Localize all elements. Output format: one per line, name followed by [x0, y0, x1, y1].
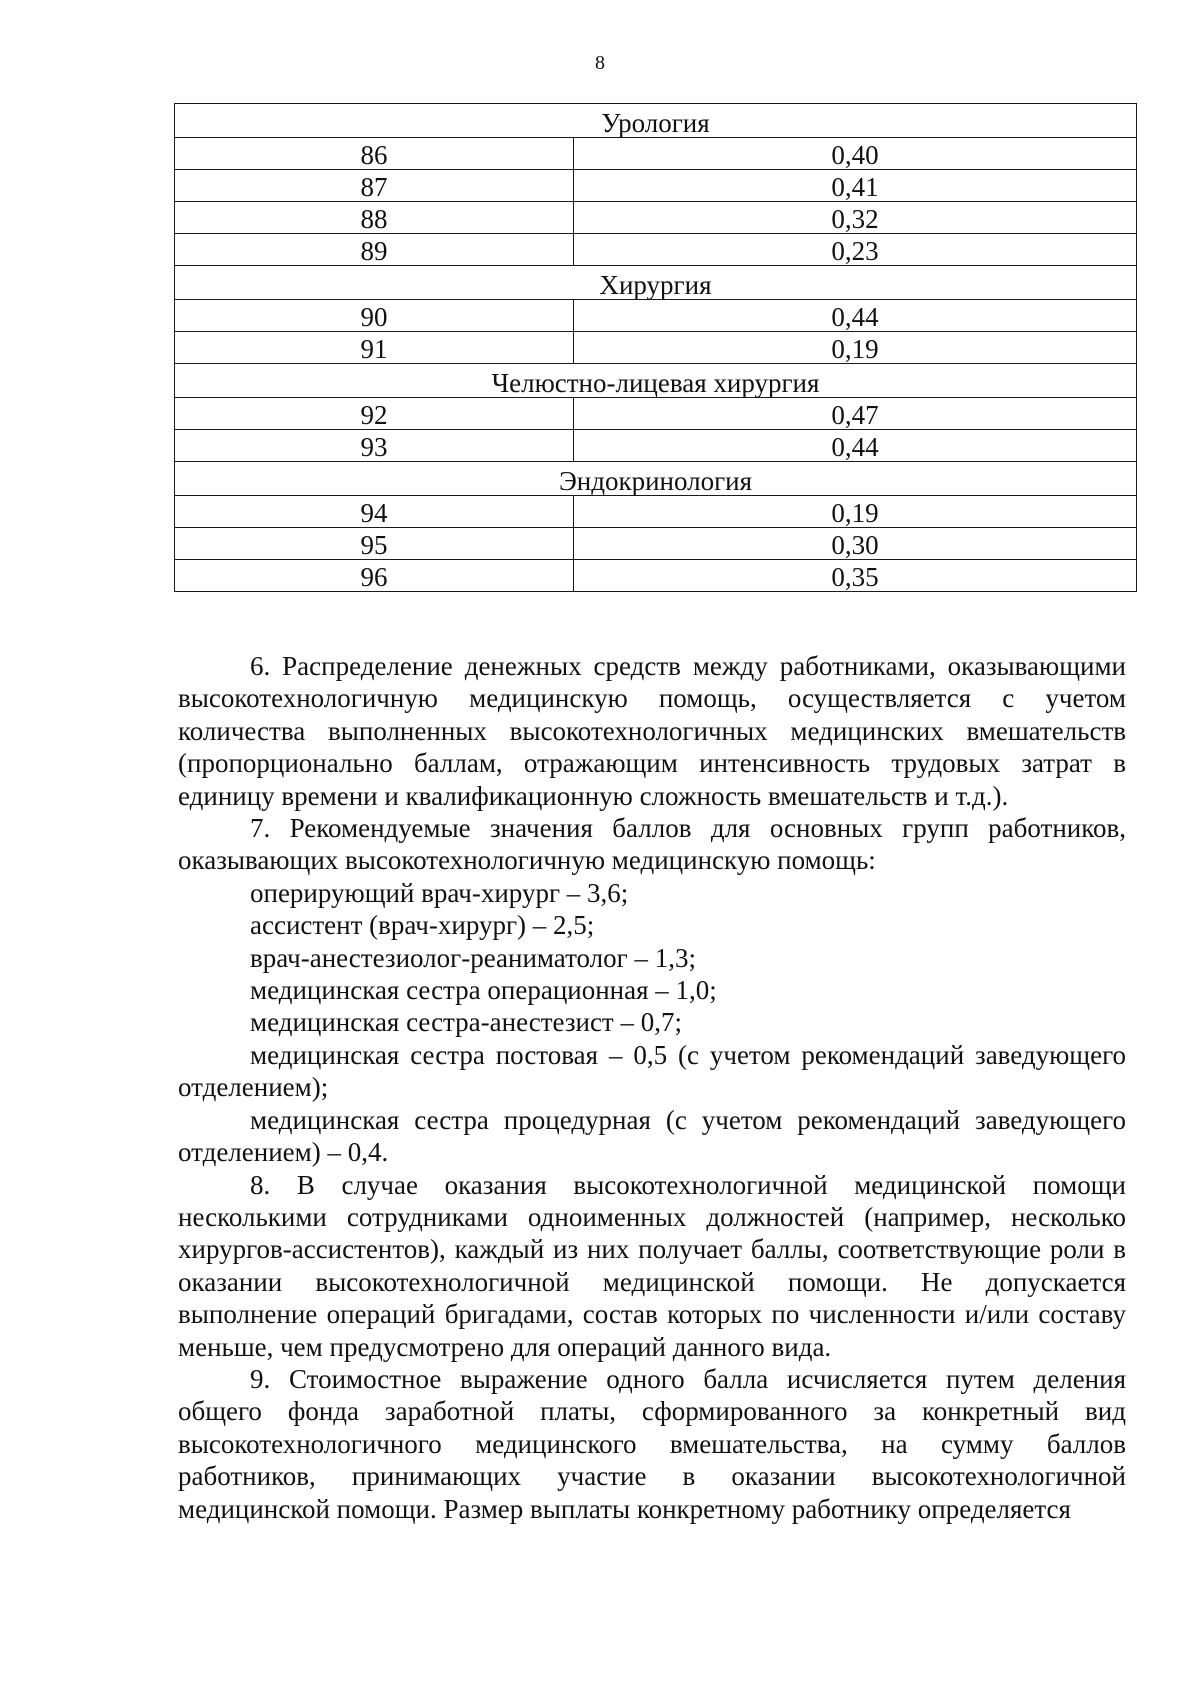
- section-title: Хирургия: [175, 266, 1137, 300]
- section-title: Эндокринология: [175, 462, 1137, 496]
- row-code: 92: [175, 398, 574, 430]
- row-code: 91: [175, 332, 574, 364]
- row-value: 0,35: [574, 560, 1137, 592]
- table-row: [175, 560, 1137, 592]
- table-row: [175, 202, 1137, 234]
- page-number: 8: [595, 52, 605, 74]
- row-value: 0,44: [574, 430, 1137, 462]
- document-body: [178, 650, 1126, 1525]
- row-code: 89: [175, 234, 574, 266]
- table-section-row: [175, 266, 1137, 300]
- table-row: [175, 496, 1137, 528]
- table-section-row: [175, 462, 1137, 496]
- row-code: 87: [175, 170, 574, 202]
- table-row: [175, 138, 1137, 170]
- row-code: 90: [175, 300, 574, 332]
- table-row: [175, 234, 1137, 266]
- paragraph-9: 9. Стоимостное выражение одного балла исчисляется путем деления общего фонда заработной платы, сформированного за конкретный вид высокотехнологичного медицинского вмешательства, на сумму баллов работников, принимающих участие в оказании высокотехнологичной медицинской помощи. Размер выплаты конкретному работнику определяется: [178, 1363, 1126, 1524]
- section-title: Урология: [175, 104, 1137, 138]
- row-value: 0,30: [574, 528, 1137, 560]
- row-value: 0,19: [574, 332, 1137, 364]
- row-value: 0,23: [574, 234, 1137, 266]
- section-title: Челюстно-лицевая хирургия: [175, 364, 1137, 398]
- row-code: 88: [175, 202, 574, 234]
- row-code: 94: [175, 496, 574, 528]
- list-item: медицинская сестра постовая – 0,5 (с учетом рекомендаций заведующего отделением);: [178, 1039, 1126, 1103]
- table-row: [175, 300, 1137, 332]
- list-item: ассистент (врач-хирург) – 2,5;: [250, 910, 595, 941]
- list-item: медицинская сестра-анестезист – 0,7;: [250, 1007, 682, 1038]
- table-row: [175, 398, 1137, 430]
- table-row: [175, 332, 1137, 364]
- row-code: 95: [175, 528, 574, 560]
- row-value: 0,40: [574, 138, 1137, 170]
- paragraph-7: 7. Рекомендуемые значения баллов для основных групп работников, оказывающих высокотехнологичную медицинскую помощь:: [178, 813, 1126, 876]
- row-code: 86: [175, 138, 574, 170]
- row-value: 0,19: [574, 496, 1137, 528]
- paragraph-6: 6. Распределение денежных средств между работниками, оказывающими высокотехнологичную медицинскую помощь, осуществляется с учетом количества выполненных высокотехнологичных медицинских вмешательств (пропорционально баллам, отражающим интенсивность трудовых затрат в единицу времени и квалификационную сложность вмешательств и т.д.).: [178, 651, 1126, 811]
- row-value: 0,41: [574, 170, 1137, 202]
- row-code: 93: [175, 430, 574, 462]
- table-row: [175, 430, 1137, 462]
- list-item: медицинская сестра процедурная (с учетом рекомендаций заведующего отделением) – 0,4.: [178, 1104, 1126, 1168]
- coefficients-table: [174, 103, 1137, 592]
- list-item: врач-анестезиолог-реаниматолог – 1,3;: [250, 942, 696, 973]
- list-item: оперирующий врач-хирург – 3,6;: [250, 877, 629, 908]
- row-value: 0,47: [574, 398, 1137, 430]
- table-section-row: [175, 364, 1137, 398]
- row-value: 0,44: [574, 300, 1137, 332]
- table-row: [175, 170, 1137, 202]
- list-item: медицинская сестра операционная – 1,0;: [250, 975, 717, 1006]
- table-row: [175, 528, 1137, 560]
- table-section-row: [175, 104, 1137, 138]
- row-code: 96: [175, 560, 574, 592]
- paragraph-8: 8. В случае оказания высокотехнологичной медицинской помощи несколькими сотрудниками одноименных должностей (например, несколько хирургов-ассистентов), каждый из них получает баллы, соответствующие роли в оказании высокотехнологичной медицинской помощи. Не допускается выполнение операций бригадами, состав которых по численности и/или составу меньше, чем предусмотрено для операций данного вида.: [178, 1169, 1126, 1362]
- row-value: 0,32: [574, 202, 1137, 234]
